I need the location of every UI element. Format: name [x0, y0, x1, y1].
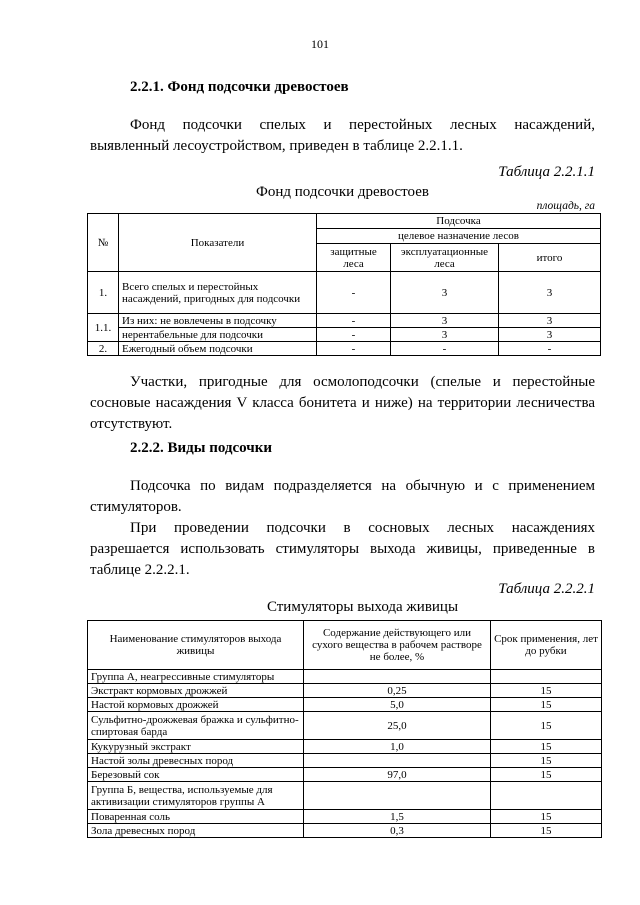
- row-name: Группа Б, вещества, используемые для активизации стимуляторов группы А: [88, 782, 304, 810]
- row-total: 3: [499, 314, 601, 328]
- header-exploitation: эксплуатационные леса: [391, 244, 499, 272]
- table-row: [88, 824, 602, 838]
- row-content: 25,0: [304, 712, 491, 740]
- table-row: [88, 782, 602, 810]
- header-name: Наименование стимуляторов выхода живицы: [88, 621, 304, 670]
- row-protective: -: [317, 272, 391, 314]
- table-title: Фонд подсочки древостоев: [256, 184, 429, 200]
- paragraph-line: Подсочка по видам подразделяется на обычную и с применением: [130, 478, 595, 494]
- row-label: Всего спелых и перестойных насаждений, пригодных для подсочки: [119, 272, 317, 314]
- section-heading-2-2-2: 2.2.2. Виды подсочки: [130, 440, 273, 456]
- paragraph-line: Участки, пригодные для осмолоподсочки (спелые и перестойные: [130, 374, 595, 390]
- row-content: 1,0: [304, 740, 491, 754]
- section-heading-2-2-1: 2.2.1. Фонд подсочки древостоев: [130, 79, 349, 95]
- table-row: [88, 740, 602, 754]
- row-name: Экстракт кормовых дрожжей: [88, 684, 304, 698]
- header-indicators: Показатели: [119, 214, 317, 272]
- table-row: [88, 314, 601, 328]
- table-row: [88, 670, 602, 684]
- paragraph-line: отсутствуют.: [90, 416, 173, 432]
- podsochka-fund-table: [87, 213, 601, 356]
- row-total: 3: [499, 272, 601, 314]
- row-label: нерентабельные для подсочки: [119, 328, 317, 342]
- row-num: 1.1.: [88, 314, 119, 342]
- row-protective: -: [317, 342, 391, 356]
- row-content: 0,3: [304, 824, 491, 838]
- row-content: 97,0: [304, 768, 491, 782]
- table-unit-label: площадь, га: [536, 200, 595, 212]
- table-row: [88, 328, 601, 342]
- header-num: №: [88, 214, 119, 272]
- row-term: 15: [491, 712, 602, 740]
- row-label: Из них: не вовлечены в подсочку: [119, 314, 317, 328]
- row-name: Березовый сок: [88, 768, 304, 782]
- row-name: Кукурузный экстракт: [88, 740, 304, 754]
- row-total: 3: [499, 328, 601, 342]
- row-content: [304, 782, 491, 810]
- row-term: 15: [491, 824, 602, 838]
- row-term: [491, 670, 602, 684]
- row-name: Группа А, неагрессивные стимуляторы: [88, 670, 304, 684]
- section-1-paragraph: [90, 115, 595, 157]
- row-term: 15: [491, 768, 602, 782]
- header-term: Срок применения, лет до рубки: [491, 621, 602, 670]
- row-num: 2.: [88, 342, 119, 356]
- header-purpose: целевое назначение лесов: [317, 229, 601, 244]
- row-content: [304, 670, 491, 684]
- paragraph-line: выявленный лесоустройством, приведен в таблице 2.2.1.1.: [90, 138, 463, 154]
- row-name: Сульфитно-дрожжевая бражка и сульфитно-спиртовая барда: [88, 712, 304, 740]
- table-row: [88, 712, 602, 740]
- paragraph-line: сосновые насаждения V класса бонитета и ниже) на территории лесничества: [90, 395, 595, 411]
- row-exploitation: 3: [391, 272, 499, 314]
- table-number-label: Таблица 2.2.1.1: [498, 164, 595, 180]
- paragraph-line: При проведении подсочки в сосновых лесных насаждениях: [130, 520, 595, 536]
- row-exploitation: -: [391, 342, 499, 356]
- table-row: [88, 684, 602, 698]
- row-name: Зола древесных пород: [88, 824, 304, 838]
- row-content: 5,0: [304, 698, 491, 712]
- table-title: Стимуляторы выхода живицы: [266, 599, 459, 615]
- table-row: [88, 698, 602, 712]
- paragraph-line: разрешается использовать стимуляторы выхода живицы, приведенные в: [90, 541, 595, 557]
- row-protective: -: [317, 328, 391, 342]
- row-content: [304, 754, 491, 768]
- forest-plots-paragraph: [90, 372, 595, 435]
- row-term: 15: [491, 754, 602, 768]
- header-protective: защитные леса: [317, 244, 391, 272]
- row-exploitation: 3: [391, 314, 499, 328]
- row-exploitation: 3: [391, 328, 499, 342]
- row-content: 0,25: [304, 684, 491, 698]
- paragraph-line: таблице 2.2.2.1.: [90, 562, 190, 578]
- row-term: 15: [491, 740, 602, 754]
- row-term: 15: [491, 698, 602, 712]
- table-row: [88, 810, 602, 824]
- header-content: Содержание действующего или сухого вещества в рабочем растворе не более, %: [304, 621, 491, 670]
- row-content: 1,5: [304, 810, 491, 824]
- row-term: [491, 782, 602, 810]
- row-label: Ежегодный объем подсочки: [119, 342, 317, 356]
- table-number-label: Таблица 2.2.2.1: [498, 581, 595, 597]
- row-term: 15: [491, 810, 602, 824]
- paragraph-line: Фонд подсочки спелых и перестойных лесных насаждений,: [130, 117, 595, 133]
- row-protective: -: [317, 314, 391, 328]
- row-name: Настой золы древесных пород: [88, 754, 304, 768]
- table-row: [88, 768, 602, 782]
- table-row: [88, 272, 601, 314]
- row-term: 15: [491, 684, 602, 698]
- table-row: [88, 754, 602, 768]
- page-number: 101: [311, 37, 329, 51]
- section-2-paragraph-a: [90, 476, 595, 518]
- row-total: -: [499, 342, 601, 356]
- row-name: Настой кормовых дрожжей: [88, 698, 304, 712]
- row-num: 1.: [88, 272, 119, 314]
- table-row: [88, 342, 601, 356]
- header-podsochka: Подсочка: [317, 214, 601, 229]
- resin-stimulators-table: [87, 620, 602, 838]
- paragraph-line: стимуляторов.: [90, 499, 182, 515]
- row-name: Поваренная соль: [88, 810, 304, 824]
- section-2-paragraph-b: [90, 518, 595, 581]
- header-total: итого: [499, 244, 601, 272]
